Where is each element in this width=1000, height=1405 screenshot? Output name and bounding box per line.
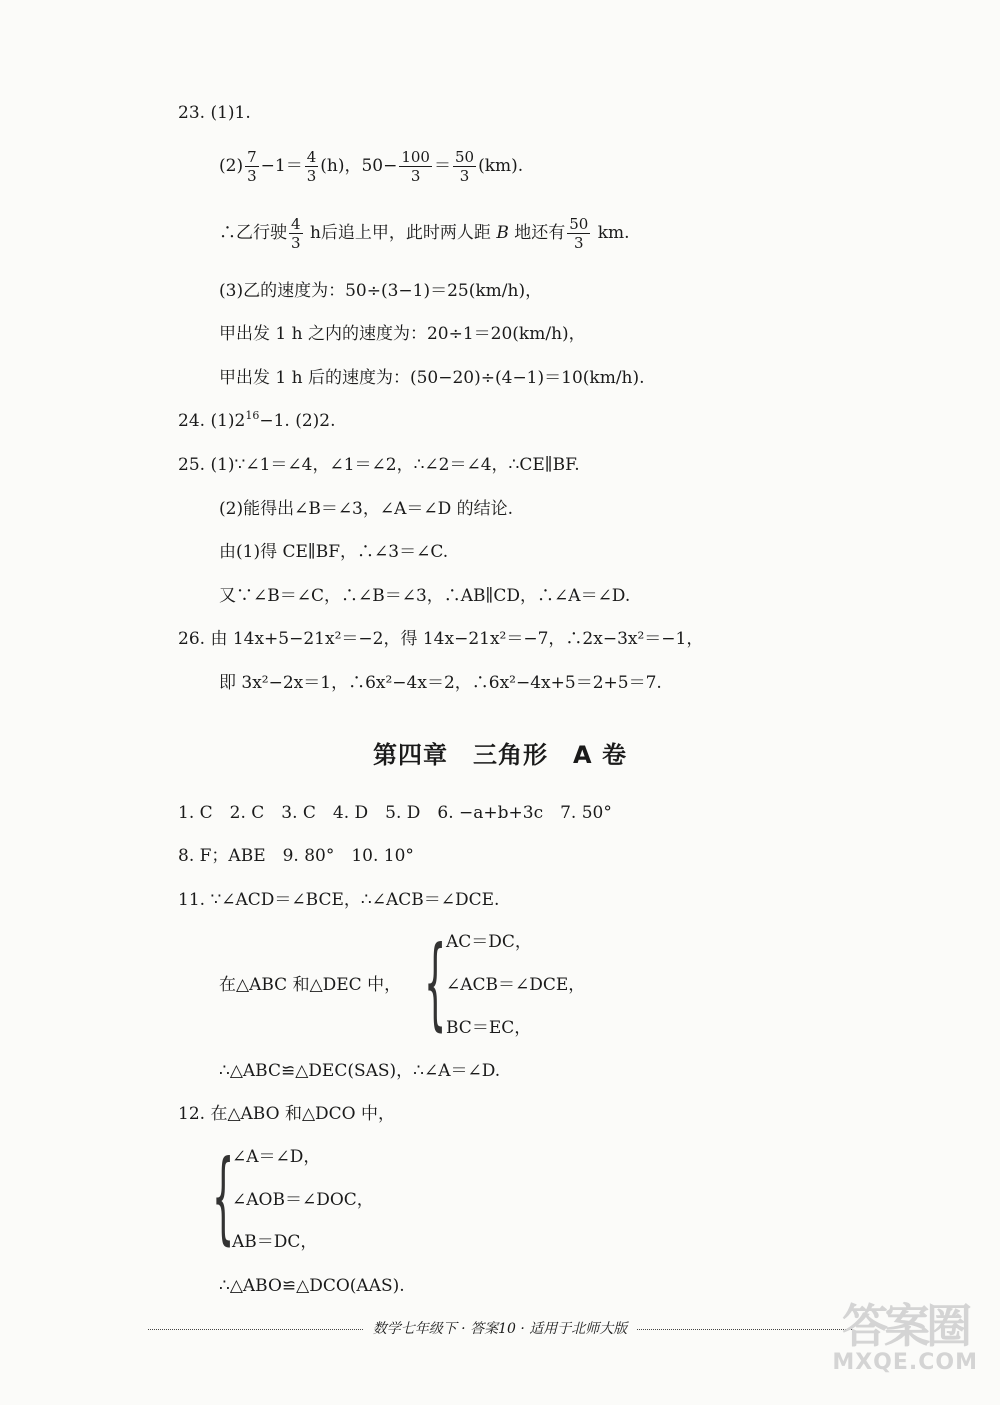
fraction [453, 148, 476, 185]
fraction [245, 148, 259, 185]
fraction [567, 215, 590, 252]
brace-line-1: ∠A＝∠D， [232, 1147, 321, 1167]
answer-26: 26. 由 14x+5−21x²＝−2，得 14x−21x²＝−7，∴2x−3x²＝−1， [178, 629, 704, 649]
text-segment: 24. (1)2 [178, 411, 246, 431]
answers-8-10: 8. F；ABE 9. 80° 10. 10° [178, 846, 414, 866]
numerator: 7 [247, 148, 257, 166]
text-segment: ＝ [433, 156, 451, 176]
answer-26-line2: 即 3x²−2x＝1，∴6x²−4x＝2，∴6x²−4x+5＝2+5＝7. [219, 673, 662, 693]
answer-12: 12. 在△ABO 和△DCO 中， [178, 1104, 395, 1124]
denominator: 3 [291, 234, 301, 252]
denominator: 3 [410, 167, 421, 185]
footer-text: 数学七年级下 · 答案10 · 适用于北师大版 [372, 1321, 628, 1337]
brace-icon: { [212, 1138, 235, 1255]
brace-line-2: ∠AOB＝∠DOC， [232, 1190, 374, 1210]
answers-1-7: 1. C 2. C 3. C 4. D 5. D 6. −a+b+3c 7. 50° [178, 803, 612, 823]
text-segment: −1＝ [260, 156, 303, 176]
answer-11: 11. ∵∠ACD＝∠BCE，∴∠ACB＝∠DCE. [178, 890, 500, 910]
answer-23-part3-line3: 甲出发 1 h 后的速度为：(50−20)÷(4−1)＝10(km/h). [219, 368, 645, 388]
watermark-logo [832, 1299, 978, 1375]
answer-25-line3: 由(1)得 CE∥BF，∴∠3＝∠C. [219, 542, 449, 562]
brace-line-3: BC＝EC， [446, 1018, 532, 1038]
numerator: 4 [306, 148, 317, 166]
denominator: 3 [573, 234, 584, 252]
answer-23-part3-line2: 甲出发 1 h 之内的速度为：20÷1＝20(km/h)， [219, 324, 586, 344]
text-segment: (h)，50− [320, 156, 398, 176]
text-segment: (2) [219, 156, 244, 176]
answer-24 [178, 409, 336, 433]
watermark-url: MXQE.COM [832, 1350, 978, 1375]
text-segment: (km). [478, 156, 524, 176]
brace-icon: { [424, 924, 447, 1041]
exponent: 16 [245, 409, 260, 422]
text-segment: 地还有 [508, 223, 566, 243]
text-segment: ∴乙行驶 [219, 223, 287, 243]
denominator: 3 [306, 167, 317, 185]
answer-25-part2: (2)能得出∠B＝∠3，∠A＝∠D 的结论. [219, 499, 514, 519]
brace-line-3: AB＝DC， [232, 1232, 318, 1252]
answer-11-prefix: 在△ABC 和△DEC 中， [219, 975, 402, 995]
text-segment: −1. (2)2. [259, 411, 336, 431]
chapter-heading: 第四章 三角形 A 卷 [373, 741, 627, 769]
denominator: 3 [459, 167, 470, 185]
brace-line-1: AC＝DC， [446, 932, 532, 952]
answer-25-line4: 又∵∠B＝∠C，∴∠B＝∠3，∴AB∥CD，∴∠A＝∠D. [219, 586, 631, 606]
fraction [399, 148, 432, 185]
answer-23-part1: 23. (1)1. [178, 103, 251, 123]
brace-line-2: ∠ACB＝∠DCE， [446, 975, 586, 995]
answer-23-conclusion [219, 215, 630, 252]
answer-23-part2 [219, 148, 523, 185]
footer-divider [148, 1329, 363, 1330]
numerator: 100 [401, 148, 430, 166]
answer-25: 25. (1)∵∠1＝∠4，∠1＝∠2，∴∠2＝∠4，∴CE∥BF. [178, 455, 580, 475]
answer-23-part3: (3)乙的速度为：50÷(3−1)＝25(km/h)， [219, 281, 543, 301]
text-segment: km. [592, 223, 630, 243]
fraction [289, 215, 303, 252]
watermark-text: 答案圈 [842, 1299, 969, 1353]
footer-divider [637, 1329, 852, 1330]
text-segment: B [496, 223, 509, 243]
answer-12-conclusion: ∴△ABO≌△DCO(AAS). [219, 1276, 405, 1296]
answer-11-conclusion: ∴△ABC≌△DEC(SAS)，∴∠A＝∠D. [219, 1061, 501, 1081]
numerator: 4 [291, 215, 301, 233]
text-segment: h后追上甲，此时两人距 [304, 223, 497, 243]
fraction [305, 148, 319, 185]
denominator: 3 [247, 167, 257, 185]
numerator: 50 [454, 148, 475, 166]
numerator: 50 [569, 215, 589, 233]
